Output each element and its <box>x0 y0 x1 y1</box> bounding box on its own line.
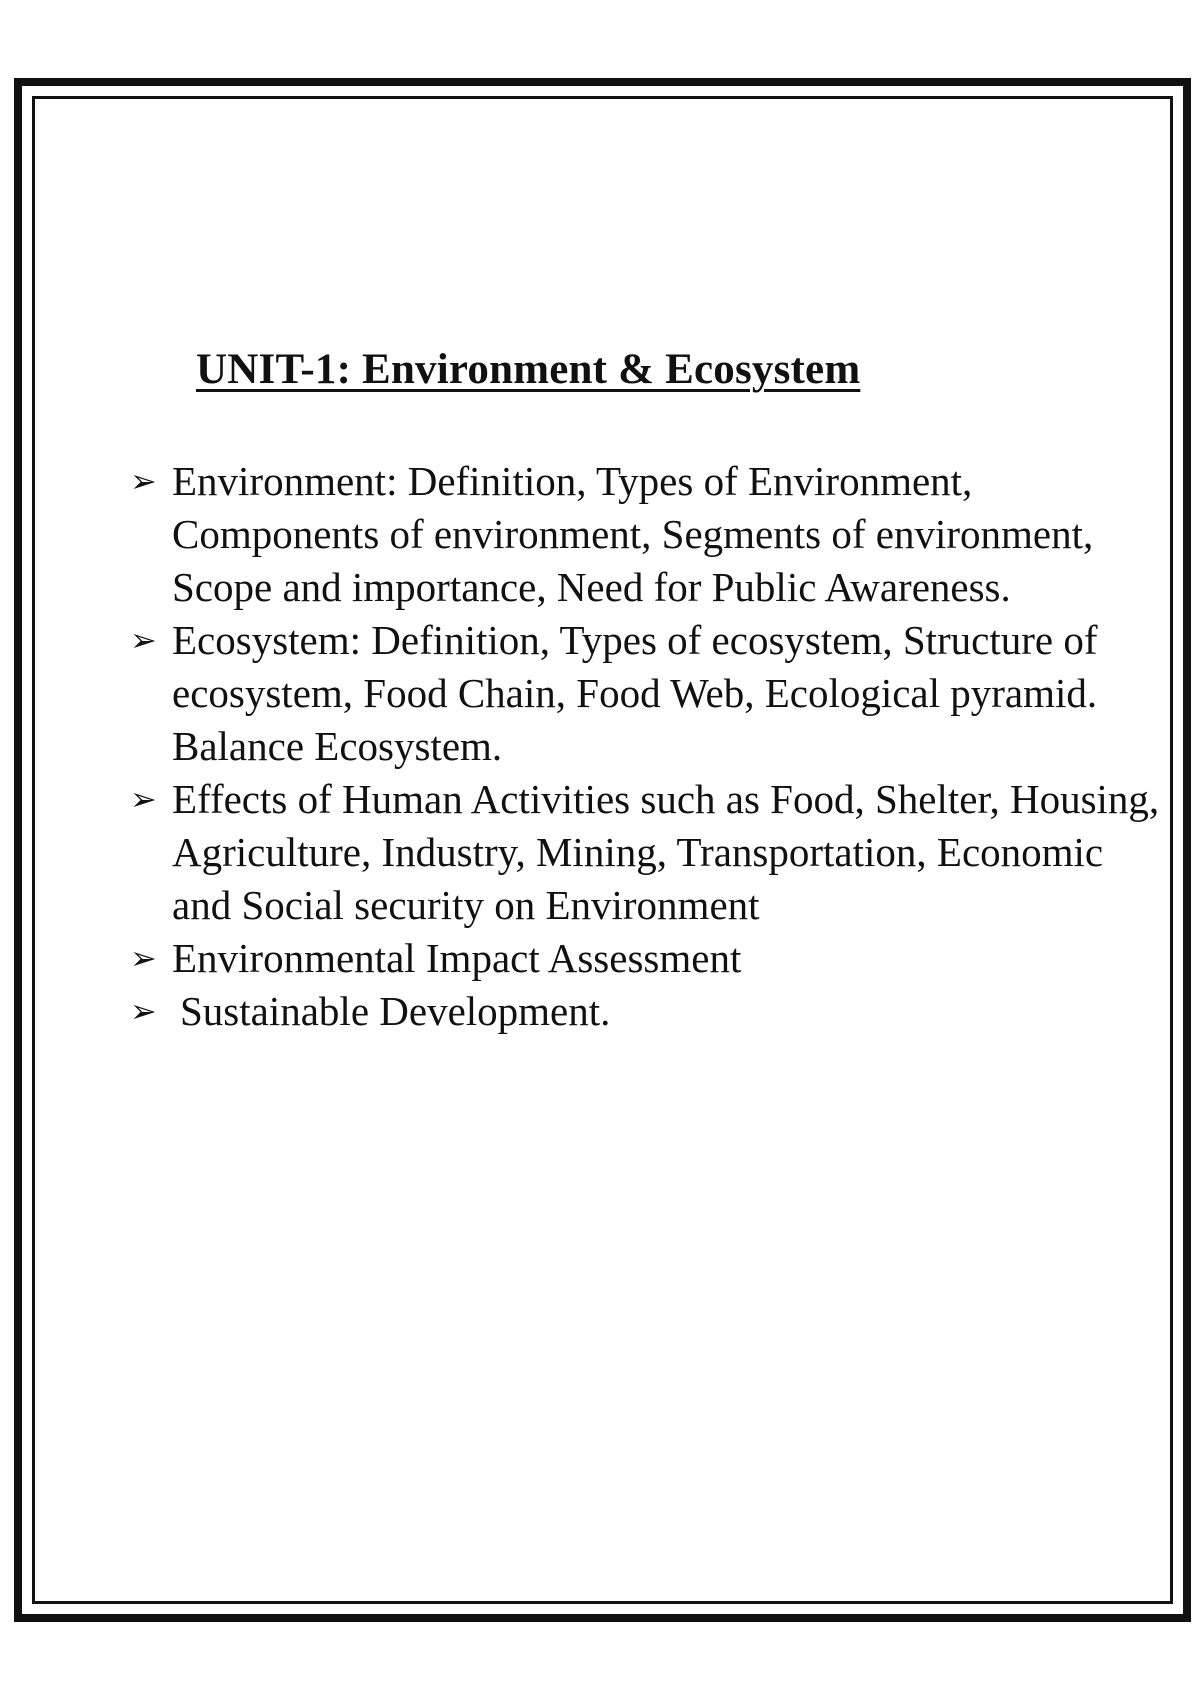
unit-title: UNIT-1: Environment & Ecosystem <box>196 346 861 393</box>
topic-item-environment <box>130 455 1170 614</box>
topic-text: Ecosystem: Definition, Types of ecosystem, Structure of ecosystem, Food Chain, Food Web, Ecological pyramid. Balance Ecosystem. <box>172 617 1098 769</box>
topic-item-impact-assessment <box>130 932 1170 985</box>
topic-text: Sustainable Development. <box>180 988 611 1034</box>
topic-text: Environment: Definition, Types of Environment, Components of environment, Segments of environment, Scope and importance, Need for Public Awareness. <box>172 458 1094 610</box>
topic-text: Effects of Human Activities such as Food, Shelter, Housing, Agriculture, Industry, Mining, Transportation, Economic and Social security on Environment <box>172 776 1160 928</box>
topic-list <box>130 455 1170 1038</box>
arrow-bullet-icon: ➢ <box>130 621 157 659</box>
arrow-bullet-icon: ➢ <box>130 780 157 818</box>
topic-item-sustainable-development <box>130 985 1170 1038</box>
arrow-bullet-icon: ➢ <box>130 992 157 1030</box>
topic-item-ecosystem <box>130 614 1170 773</box>
topic-text: Environmental Impact Assessment <box>172 935 742 981</box>
arrow-bullet-icon: ➢ <box>130 939 157 977</box>
topic-item-human-activities <box>130 773 1170 932</box>
arrow-bullet-icon: ➢ <box>130 462 157 500</box>
